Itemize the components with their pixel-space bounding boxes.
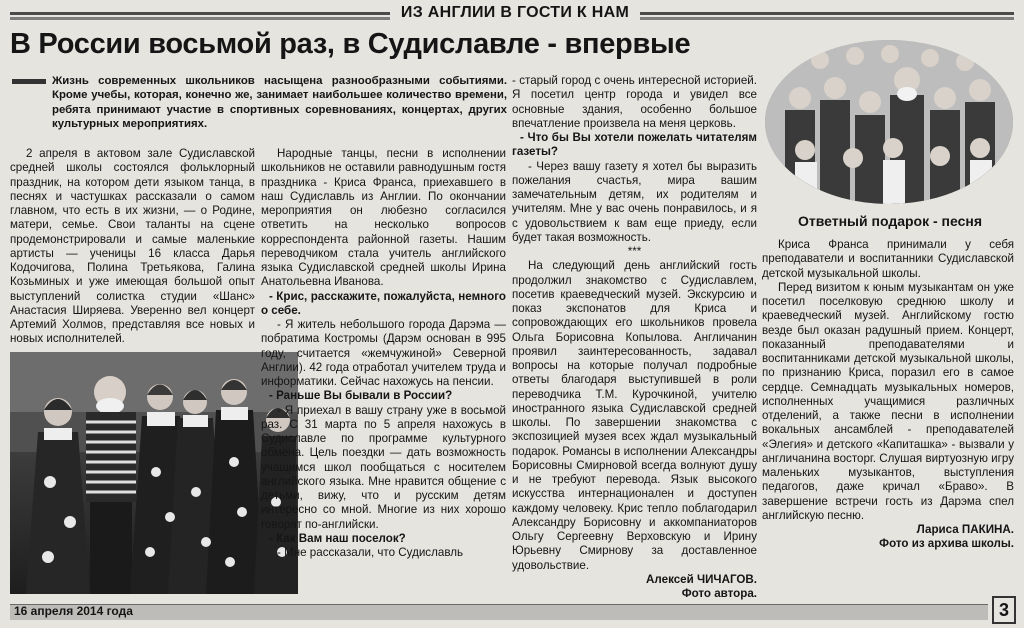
lead-paragraph: Жизнь современных школьников насыщена разнообразными событиями. Кроме учебы, которая, конечно же, занимает наибольшее количество времени, ребята принимают участие в спортивных соревнованиях, концертах, других культурных мероприятиях. [52,75,507,131]
section-separator: *** [627,245,642,258]
author-signature: Алексей ЧИЧАГОВ. [646,572,757,586]
paragraph: - Мне рассказали, что Судиславль [277,546,464,559]
paragraph: Народные танцы, песни в исполнении школьников не оставили равнодушным гостя праздника - Криса Франса, приехавшего в наш Судиславль из Англии. По окончании мероприятия он любезно согласился ответить на несколько вопросов корреспондента районной газеты. Нашим переводчиком стала учитель английского языка Судиславской средней школы Ирина Анатольевна Иванова. [261,147,506,289]
column-1 [10,147,255,347]
paragraph: На следующий день английский гость продолжил знакомство с Судиславлем, посетив краеведческий музей. Экскурсию и показ экспонатов для Криса и сопровождающих его школьников провела Ольга Борисовна Копылова. Англичанин проявил заинтересованность, задавал вопросы на которые получал подробные ответы благодаря выступившей в роли переводчика Т.М. Курочкиной, учителю иностранного языка Судиславской средней школы. По завершении знакомства с экспозицией музея всех ждал музыкальный подарок. Романсы в исполнении Александры Борисовны Смирновой всегда волнуют душу и не требуют перевода. Язык высокого искусства интернационален и доступен каждому человеку. Крис тепло поблагодарил Александру Борисовну и аккомпаниаторов Ольгу Сергеевну Верховскую и Ирину Юрьевну Смирнову за доставленное удовольствие. [512,259,757,572]
interview-question: - Как Вам наш поселок? [269,531,406,545]
photo-credit: Фото автора. [681,587,757,600]
photo-credit: Фото из архива школы. [879,537,1014,551]
column-3 [512,74,757,601]
column-4 [762,238,1014,552]
page-number: 3 [992,596,1016,624]
lead-marker [12,79,46,84]
paragraph: 2 апреля в актовом зале Судиславской средней школы состоялся фольклорный праздник, на котором дети языком танца, в песнях и частушках рассказали о самом главном, что есть в их жизни, — о Родине, матери, семье. Свои таланты на сцене продемонстрировали и самые маленькие артисты — ученицы 16 класса Дарья Кодочигова, Полина Третьякова, Галина Козьминых и уже имеющая большой опыт выступлений солистка студии «Шанс» Анастасия Ширяева. Уверенно вел концерт Артемий Холмов, представляя все новых и новых исполнителей. [10,147,255,346]
paragraph: - Через вашу газету я хотел бы выразить пожелания счастья, мира вашим замечательным детям, их родителям и учителям. Мне у вас очень понравилось, и я с удовольствием к вам еще приеду, если будет такая возможность. [512,159,757,244]
author-signature: Лариса ПАКИНА. [916,523,1014,536]
issue-date: 16 апреля 2014 года [14,604,133,618]
section-subheading: Ответный подарок - песня [797,213,983,229]
rubric: ИЗ АНГЛИИ В ГОСТИ К НАМ [390,2,640,23]
interview-question: - Раньше Вы бывали в России? [269,389,453,403]
paragraph: Криса Франса принимали у себя преподаватели и воспитанники Судиславской детской музыкальной школы. [762,238,1014,280]
concert-photo-drawing [10,352,298,594]
concert-photo [10,352,298,594]
paragraph: - Я житель небольшого города Дарэма — побратима Костромы (Дарэм основан в 995 году, считается «жемчужиной» Северной Англии). 42 года отработал учителем труда и информатики. Сейчас нахожусь на пенсии. [261,318,506,388]
interview-question: - Что бы Вы хотели пожелать читателям газеты? [512,131,757,159]
paragraph: - Я приехал в вашу страну уже в восьмой раз. С 31 марта по 5 апреля нахожусь в Судиславле по программе культурного обмена. Цель поездки — дать возможность учащимся школ пообщаться с носителем английского языка. Мне нравится общение с детьми, вижу, что и русским детям интересно со мной. Многие из них хорошо говорят по-английски. [261,403,506,531]
headline: В России восьмой раз, в Судиславле - впервые [10,28,691,60]
paragraph: Перед визитом к юным музыкантам он уже посетил поселковую среднюю школу и краеведческий музей. Английскому гостю везде был оказан радушный прием. Концерт, показанный преподавателями и воспитанниками детской музыкальной школы, по признанию Криса, поразил его в самое сердце. Семнадцать музыкальных номеров, исполненных учащимися различных отделений, а также песни в исполнении вокальных ансамблей - преподавателей «Элегия» и детского «Капиташка» - вызвали у англичанина восторг. Слушая виртуозную игру маленьких музыкантов, выступления педагогов, даже кричал «Браво». В завершение встречи гость из Дарэма спел английскую песню. [762,280,1014,522]
school-group-photo [765,40,1013,204]
interview-question: - Крис, расскажите, пожалуйста, немного о себе. [261,289,506,317]
column-2 [261,147,506,560]
footer-bar [10,604,988,620]
paragraph: - старый город с очень интересной историей. Я посетил центр города и увидел все основные здания, особенно большое впечатление произвела на меня церковь. [512,74,757,130]
school-group-photo-drawing [765,40,1013,204]
